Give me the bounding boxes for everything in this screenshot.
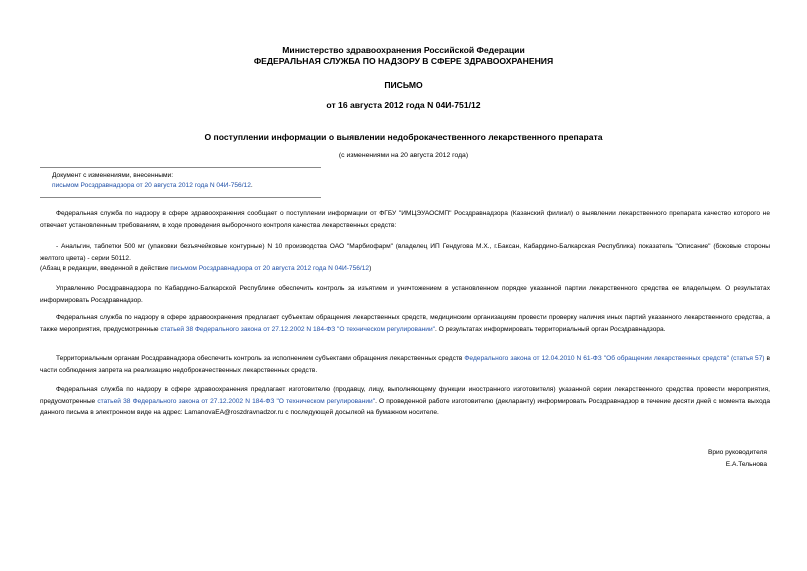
paragraph-6 (40, 384, 770, 419)
amendment-end: . (250, 182, 253, 189)
paragraph-3: Управлению Росздравнадзора по Кабардино-Балкарской Республике обеспечить контроль за изъятием и уничтожением в установленном порядке указанной партии лекарственного средства ее владельцем. О результатах информировать Росздравнадзор. (40, 285, 770, 304)
p4-post: . О результатах информировать территориальный орган Росздравнадзора. (435, 325, 666, 333)
amendment-note (52, 171, 322, 191)
signer-name: Е.А.Тельнова (725, 460, 767, 468)
p5-law-link[interactable]: Федерального закона от 12.04.2010 N 61-ФЗ "Об обращении лекарственных средств" (464, 355, 729, 362)
ministry-name: Министерство здравоохранения Российской Федерации (282, 45, 525, 55)
document-type: ПИСЬМО (384, 80, 423, 90)
amendment-label: Документ с изменениями, внесенными: (52, 172, 174, 179)
p5-post: в части соблюдения запрета на реализацию недоброкачественных лекарственных средств. (40, 355, 771, 374)
paragraph-4 (40, 312, 770, 335)
divider-top (40, 167, 321, 168)
p6-post: . О проведенной работе изготовителю (декларанту) информировать Росздравнадзор в течение десяти дней с момента выхода данного письма в электронном виде на адрес: LamanovaEA@roszdravnadzor.ru с последующей досылкой на бумажном носителе. (40, 397, 770, 417)
p2-note-post: ) (369, 265, 372, 272)
p6-law-link[interactable]: статьей 38 Федерального закона от 27.12.2002 N 184-ФЗ "О техническом регулировании" (97, 397, 376, 405)
p6-pre: Федеральная служба по надзору в сфере здравоохранения предлагает изготовителю (продавцу, лицу, выполняющему функции иностранного изготовителя) указанной серии лекарственного средства провести мероприятия, предусмотренные (40, 386, 770, 405)
p4-law-link[interactable]: статьей 38 Федерального закона от 27.12.2002 N 184-ФЗ "О техническом регулировании" (160, 325, 436, 333)
amendment-link[interactable]: письмом Росздравнадзора от 20 августа 2012 года N 04И-756/12 (52, 182, 251, 189)
amendment-line (52, 181, 322, 191)
p5-article-link[interactable]: (статья 57) (730, 355, 765, 362)
paragraph-5 (40, 353, 770, 376)
paragraph-2-note (40, 263, 770, 275)
paragraph-1: Федеральная служба по надзору в сфере здравоохранения сообщает о поступлении информации от ФГБУ "ИМЦЭУАОСМП" Росздравнадзора (Казанский филиал) о выявлении лекарственного препарата качество которого не отвечает установленным требованиям, в ходе проведения выборочного контроля качества лекарственных средств: (40, 210, 770, 229)
p4-pre: Федеральная служба по надзору в сфере здравоохранения предлагает субъектам обращения лекарственных средств, медицинским организациям провести проверку наличия иных партий указанного лекарственного средства, а также мероприятия, предусмотренные (40, 314, 770, 333)
p2-note-link[interactable]: письмом Росздравнадзора от 20 августа 2012 года N 04И-756/12 (170, 265, 370, 272)
divider-bottom (40, 197, 321, 198)
signature-block (567, 447, 767, 470)
document-date: от 16 августа 2012 года N 04И-751/12 (326, 100, 481, 110)
amendment-subtitle: (с изменениями на 20 августа 2012 года) (338, 152, 469, 159)
paragraph-2: - Анальгин, таблетки 500 мг (упаковки безъячейковые контурные) N 10 производства ОАО "Марбиофарм" (владелец ИП Гендугова М.Х., г.Баксан, Кабардино-Балкарская Республика) показатель "Описание" (боковые стороны желтого цвета) - серии 50112. (40, 243, 770, 262)
p2-note-pre: (Абзац в редакции, введенной в действие (40, 265, 171, 272)
service-name: ФЕДЕРАЛЬНАЯ СЛУЖБА ПО НАДЗОРУ В СФЕРЕ ЗДРАВООХРАНЕНИЯ (253, 56, 554, 66)
page-title: О поступлении информации о выявлении недоброкачественного лекарственного препарата (204, 132, 603, 142)
p5-pre: Территориальным органам Росздравнадзора обеспечить контроль за исполнением субъектами обращения лекарственных средств (56, 355, 465, 362)
signer-position: Врио руководителя (707, 449, 767, 456)
